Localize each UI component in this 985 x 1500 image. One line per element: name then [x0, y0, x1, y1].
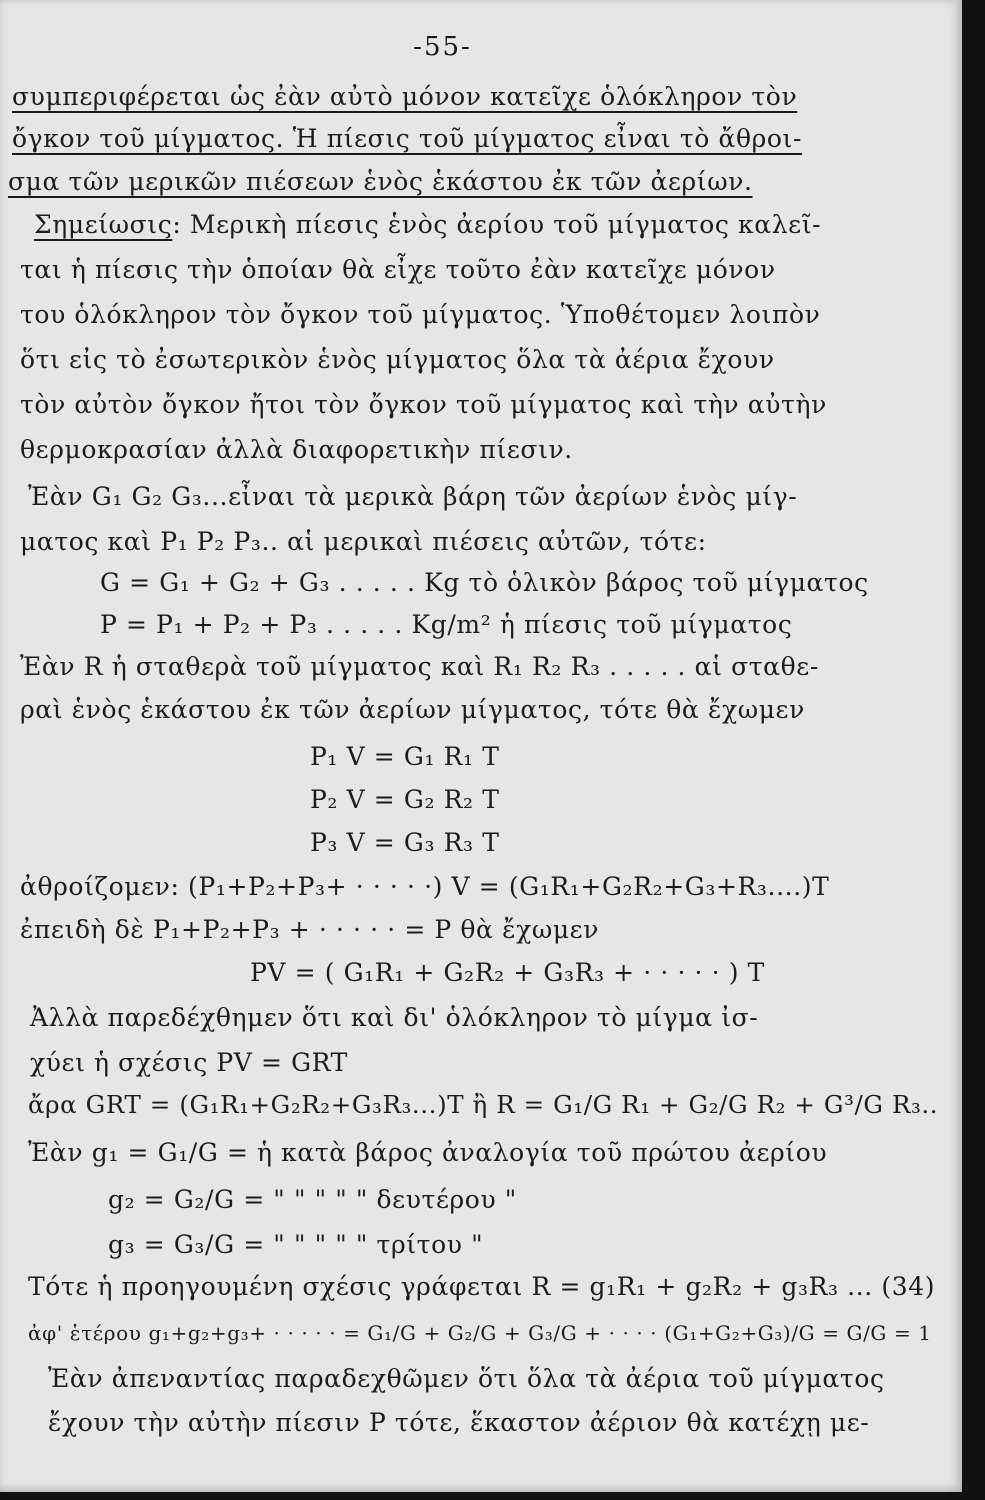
definition-g1: Ἐὰν g₁ = G₁/G = ἡ κατὰ βάρος ἀναλογία τοῦ πρώτου ἀερίου — [28, 1138, 828, 1167]
equation-sum: ἀθροίζομεν: (P₁+P₂+P₃+ · · · · ·) V = (G₁R₁+G₂R₂+G₃+R₃....)T — [20, 872, 830, 901]
equation-p2: P₂ V = G₂ R₂ T — [310, 785, 500, 814]
text-line-9: θερμοκρασίαν ἀλλὰ διαφορετικὴν πίεσιν. — [20, 435, 573, 464]
text-line-7: ὅτι εἰς τὸ ἐσωτερικὸν ἑνὸς μίγματος ὅλα τὰ ἀέρια ἔχουν — [20, 345, 775, 374]
definition-g3: g₃ = G₃/G = " " " " " τρίτου " — [108, 1230, 484, 1259]
equation-34: Τότε ἡ προηγουμένη σχέσις γράφεται R = g₁R₁ + g₂R₂ + g₃R₃ ... (34) — [28, 1272, 936, 1301]
note-line-rest: : Μερικὴ πίεσις ἑνὸς ἀερίου τοῦ μίγματος καλεῖ- — [172, 210, 822, 239]
text-line-15: ραὶ ἑνὸς ἑκάστου ἐκ τῶν ἀερίων μίγματος, τότε θὰ ἔχωμεν — [20, 695, 805, 724]
note-heading: Σημείωσις — [34, 210, 173, 239]
text-line-8: τὸν αὐτὸν ὄγκον ἤτοι τὸν ὄγκον τοῦ μίγματος καὶ τὴν αὐτὴν — [20, 390, 827, 419]
formula-total-pressure: P = P₁ + P₂ + P₃ . . . . . Kg/m² ἡ πίεσις τοῦ μίγματος — [100, 610, 793, 639]
equation-pv: PV = ( G₁R₁ + G₂R₂ + G₃R₃ + · · · · · ) T — [250, 958, 765, 987]
page-number: -55- — [413, 32, 472, 62]
text-line-5: ται ἡ πίεσις τὴν ὁποίαν θὰ εἶχε τοῦτο ἐὰν κατεῖχε μόνον — [20, 255, 776, 284]
text-line-6: του ὁλόκληρον τὸν ὄγκον τοῦ μίγματος. Ὑποθέτομεν λοιπὸν — [20, 300, 821, 329]
text-line-31: ἔχουν τὴν αὐτὴν πίεσιν P τότε, ἕκαστον ἀέριον θὰ κατέχῃ με- — [48, 1408, 870, 1437]
text-line-1: συμπεριφέρεται ὡς ἐὰν αὐτὸ μόνον κατεῖχε ὁλόκληρον τὸν — [12, 82, 798, 111]
scan-bottom-border — [0, 1492, 985, 1500]
scan-right-border — [962, 0, 985, 1500]
text-line-4 — [34, 210, 821, 240]
text-line-22: Ἀλλὰ παρεδέχθημεν ὅτι καὶ δι' ὁλόκληρον τὸ μίγμα ἰσ- — [30, 1003, 759, 1032]
equation-pv-grt: χύει ἡ σχέσις PV = GRT — [30, 1048, 348, 1077]
text-line-10: Ἐὰν G₁ G₂ G₃...εἶναι τὰ μερικὰ βάρη τῶν ἀερίων ἑνὸς μίγ- — [28, 482, 798, 511]
equation-r: ἄρα GRT = (G₁R₁+G₂R₂+G₃R₃...)T ἢ R = G₁/G R₁ + G₂/G R₂ + G³/G R₃.. — [28, 1090, 939, 1119]
equation-sum-g: ἀφ' ἑτέρου g₁+g₂+g₃+ · · · · · = G₁/G + G₂/G + G₃/G + · · · · (G₁+G₂+G₃)/G = G/G = 1 — [28, 1321, 932, 1345]
definition-g2: g₂ = G₂/G = " " " " " δευτέρου " — [108, 1185, 517, 1214]
text-line-3: σμα τῶν μερικῶν πιέσεων ἑνὸς ἑκάστου ἐκ τῶν ἀερίων. — [8, 167, 753, 196]
equation-p1: P₁ V = G₁ R₁ T — [310, 742, 500, 771]
text-line-30: Ἐὰν ἀπεναντίας παραδεχθῶμεν ὅτι ὅλα τὰ ἀέρια τοῦ μίγματος — [48, 1364, 885, 1393]
text-line-20: ἐπειδὴ δὲ P₁+P₂+P₃ + · · · · · = P θὰ ἔχωμεν — [20, 915, 600, 944]
text-line-11: ματος καὶ P₁ P₂ P₃.. αἱ μερικαὶ πιέσεις αὐτῶν, τότε: — [20, 527, 707, 556]
text-line-2: ὄγκον τοῦ μίγματος. Ἡ πίεσις τοῦ μίγματος εἶναι τὸ ἄθροι- — [12, 124, 803, 153]
formula-total-weight: G = G₁ + G₂ + G₃ . . . . . Kg τὸ ὁλικὸν βάρος τοῦ μίγματος — [100, 568, 869, 597]
text-line-14: Ἐὰν R ἡ σταθερὰ τοῦ μίγματος καὶ R₁ R₂ R₃ . . . . . αἱ σταθε- — [20, 652, 819, 681]
equation-p3: P₃ V = G₃ R₃ T — [310, 828, 500, 857]
